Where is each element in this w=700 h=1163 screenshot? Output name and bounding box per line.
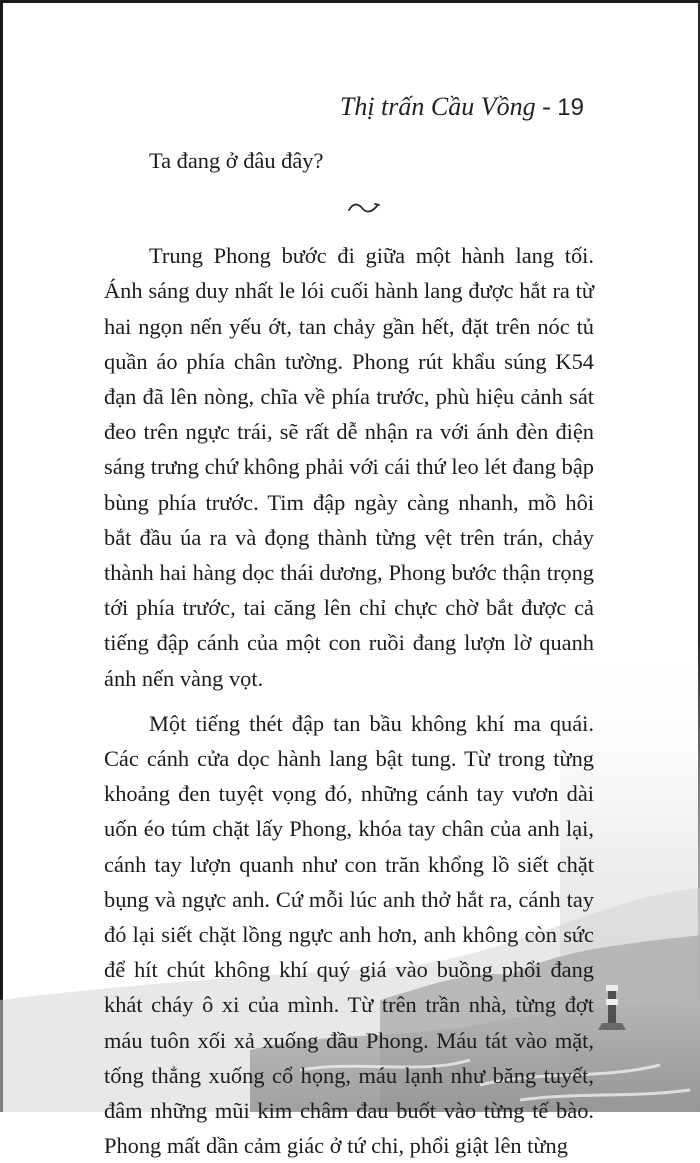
opening-line: Ta đang ở đâu đây? [149, 148, 324, 173]
wave-ornament-icon [347, 201, 381, 215]
paragraph-1: Trung Phong bước đi giữa một hành lang tối. Ánh sáng duy nhất le lói cuối hành lang được hắt ra từ hai ngọn nến yếu ớt, tan chảy gần hết, đặt trên nóc tủ quần áo phía chân tường. Phong rút khẩu súng K54 đạn đã lên nòng, chĩa về phía trước, phù hiệu cảnh sát đeo trên ngực trái, sẽ rất dễ nhận ra với ánh đèn điện sáng trưng chứ không phải với cái thứ leo lét đang bập bùng phía trước. Tim đập ngày càng nhanh, mồ hôi bắt đầu úa ra và đọng thành từng vệt trên trán, chảy thành hai hàng dọc thái dương, Phong bước thận trọng tới phía trước, tai căng lên chỉ chực chờ bắt được cả tiếng đập cánh của một con ruồi đang lượn lờ quanh ánh nến vàng vọt. [104, 243, 594, 691]
section-break [104, 178, 594, 238]
body-text [104, 143, 594, 1163]
head-separator: - [542, 92, 551, 121]
paragraph-2: Một tiếng thét đập tan bầu không khí ma quái. Các cánh cửa dọc hành lang bật tung. Từ trong từng khoảng đen tuyệt vọng đó, những cánh tay vươn dài uốn éo túm chặt lấy Phong, khóa tay chân của anh lại, cánh tay lượn quanh như con trăn khổng lồ siết chặt bụng và ngực anh. Cứ mỗi lúc anh thở hắt ra, cánh tay đó lại siết chặt lồng ngực anh hơn, anh không còn sức để hít chút không khí quý giá vào buồng phổi đang khát cháy ô xi của mình. Từ trên trần nhà, từng đợt máu tuôn xối xả xuống đầu Phong. Máu tát vào mặt, tống thẳng xuống cổ họng, máu lạnh như băng tuyết, đâm những mũi kim châm đau buốt vào từng tế bào. Phong mất dần cảm giác ở tứ chi, phổi giật lên từng [104, 710, 594, 1159]
running-head [340, 92, 584, 122]
book-title: Thị trấn Cầu Vồng [339, 92, 536, 121]
page-number: 19 [557, 94, 584, 121]
